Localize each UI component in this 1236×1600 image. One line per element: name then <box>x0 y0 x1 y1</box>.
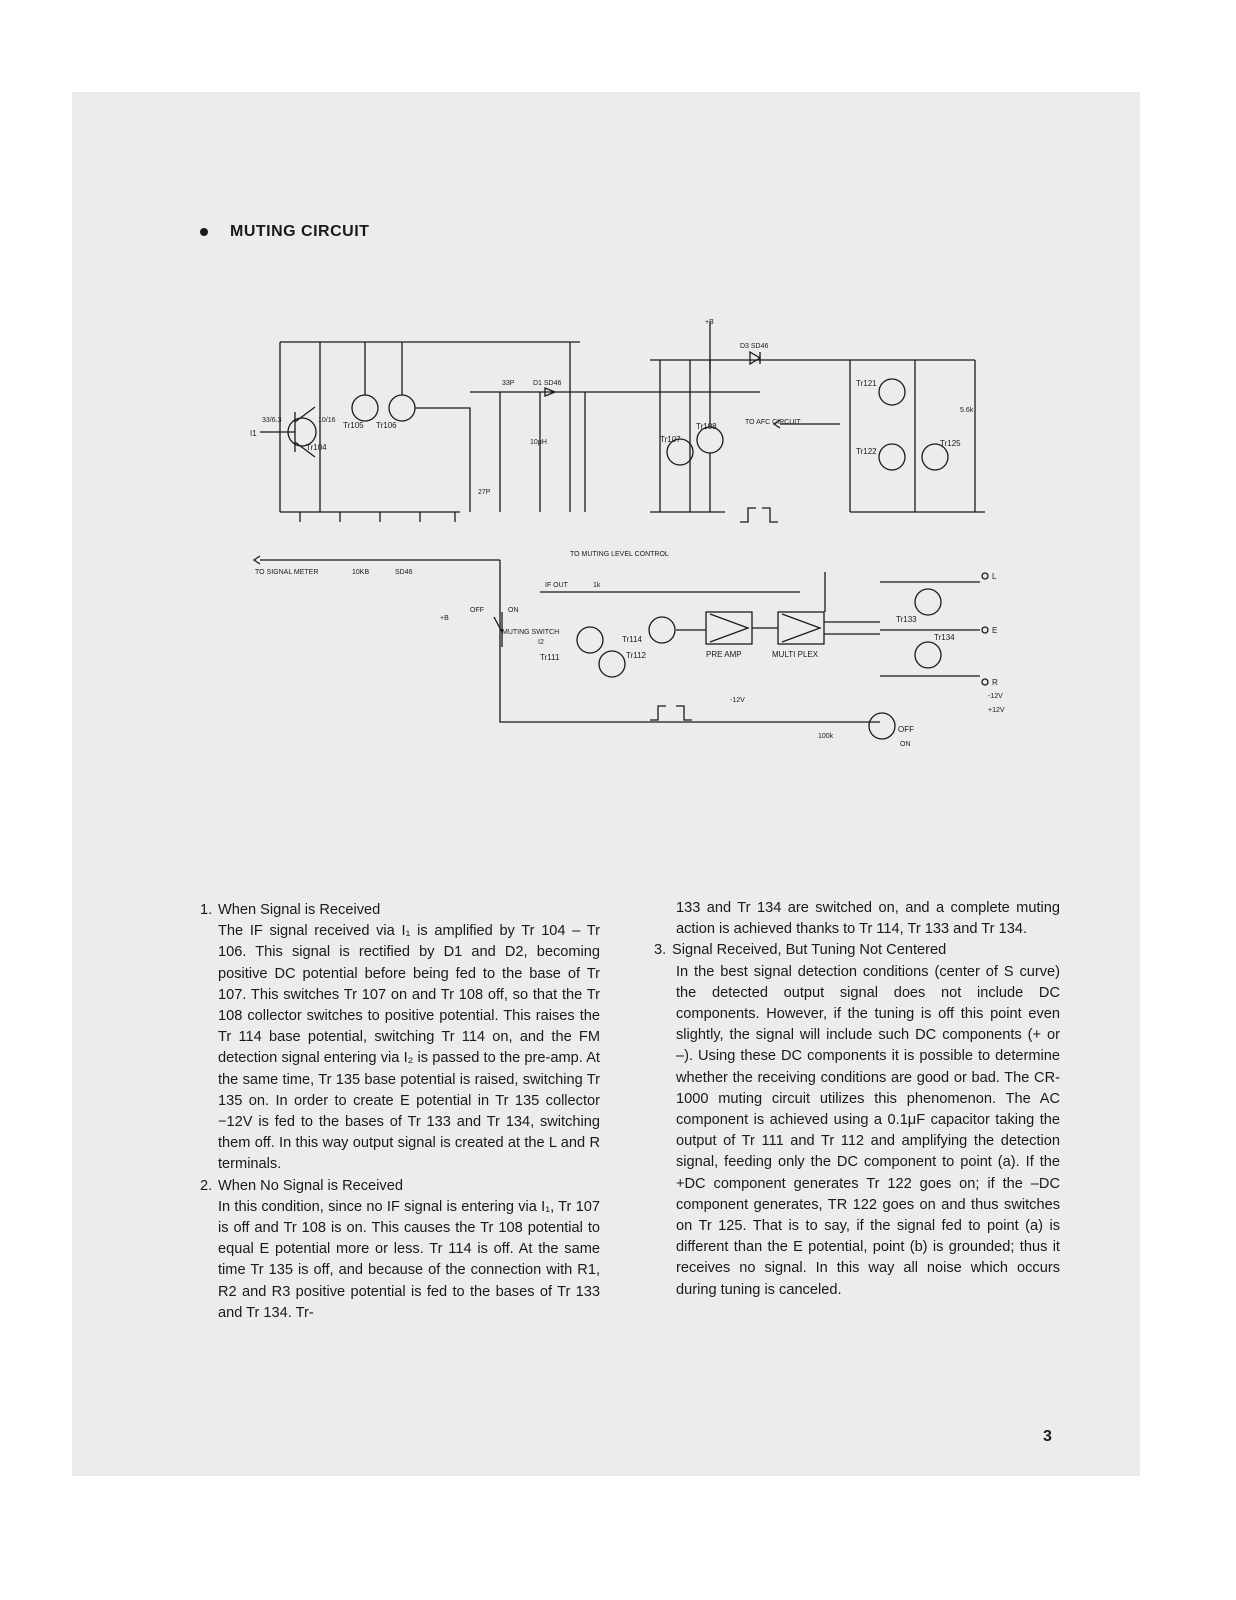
label-tr107: Tr107 <box>660 435 681 444</box>
tr121-circle <box>879 379 905 405</box>
label-tr112: Tr112 <box>626 651 647 660</box>
muting-circuit-schematic <box>240 312 1010 752</box>
item-1-body: The IF signal received via I₁ is amplified by Tr 104 – Tr 106. This signal is rectified by D1 and D2, becoming positive DC potential before being fed to the base of Tr 107. This switches Tr 107 on and Tr 108 off, so that the Tr 108 collector switches to positive potential. This raises the Tr 114 base potential, switching Tr 114 on, and the FM detection signal entering via I₂ is passed to the pre-amp. At the same time, Tr 135 base potential is raised, switching Tr 135 on. In order to create E potential in Tr 135 collector −12V is fed to the bases of Tr 133 and Tr 134, switching them off. In this way output signal is created at the L and R terminals. <box>218 923 600 1173</box>
tr114-circle <box>649 617 675 643</box>
muting-switch-icon[interactable] <box>494 612 502 647</box>
item-3-title: 3. Signal Received, But Tuning Not Centered <box>654 942 947 959</box>
label-to-signal-meter: TO SIGNAL METER <box>255 569 319 576</box>
item-2-body: In this condition, since no IF signal is entering via I₁, Tr 107 is off and Tr 108 is on. This causes the Tr 108 potential to equal E potential more or less. Tr 114 is off. At the same time Tr 135 is off, and because of the connection with R1, R2 and R3 positive potential is fed to the bases of Tr 133 and Tr 134. Tr- <box>218 1198 600 1321</box>
label-10uh: 10μH <box>530 439 547 446</box>
page-number: 3 <box>1043 1428 1052 1445</box>
label-r: R <box>992 678 998 687</box>
label-d1: D1 SD46 <box>533 380 562 387</box>
item-3-body: In the best signal detection conditions (center of S curve) the detected output signal does not include DC components. However, if the tuning is off this point even slightly, the signal will include such DC components (+ or –). Using these DC components it is possible to determine whether the receiving conditions are good or bad. The CR-1000 muting circuit utilizes this phenomenon. The AC component is achieved using a 0.1μF capacitor taking the output of Tr 111 and Tr 112 and amplifying the detection signal, feeding only the DC component to point (a). If the +DC component generates Tr 122 goes on; if the –DC component generates, TR 122 goes on and thus switches on Tr 125. That is to say, if the signal fed to point (a) is different than the E potential, point (b) is grounded; thus it receives no signal. In this way all noise which occurs during tuning is canceled. <box>676 963 1060 1298</box>
supply-rail <box>280 322 975 512</box>
bullet-icon <box>200 228 208 236</box>
diode-d3-icon <box>750 352 760 364</box>
tr122-circle <box>879 444 905 470</box>
label-tr134: Tr134 <box>934 633 955 642</box>
label-multiplex: MULTI PLEX <box>772 650 819 659</box>
output-wiring <box>676 582 980 676</box>
tr111-circle <box>577 627 603 653</box>
label-tr135-off: ON <box>900 741 911 748</box>
detector-wiring <box>470 388 760 512</box>
label-on: ON <box>508 607 519 614</box>
tr134-circle <box>915 642 941 668</box>
label-tr105: Tr105 <box>343 421 364 430</box>
label-to-muting-level: TO MUTING LEVEL CONTROL <box>570 551 669 558</box>
label-tr111: Tr111 <box>540 653 560 662</box>
label-minus-12v: -12V <box>730 697 745 704</box>
label-plus-b-top: +B <box>705 319 714 326</box>
continuation-text: 133 and Tr 134 are switched on, and a complete muting action is achieved thanks to Tr 114, Tr 133 and Tr 134. <box>676 900 1060 938</box>
label-muting-switch: MUTING SWITCH <box>502 629 560 636</box>
label-15p: 33P <box>502 380 515 387</box>
label-if-out: IF OUT <box>545 582 568 589</box>
tr135-circle <box>869 713 895 739</box>
label-off: OFF <box>470 607 484 614</box>
tr106-circle <box>389 395 415 421</box>
label-d3: D3 SD46 <box>740 343 769 350</box>
label-e: E <box>992 626 998 635</box>
label-terminal-plus-12v: +12V <box>988 707 1005 714</box>
item-2-title: 2. When No Signal is Received <box>200 1177 403 1194</box>
label-tr122: Tr122 <box>856 447 877 456</box>
label-sd46: SD46 <box>395 569 413 576</box>
label-i1: I1 <box>250 429 257 438</box>
if-stage-wiring <box>280 342 470 512</box>
waveform-pulse-icon <box>650 706 692 720</box>
label-10kb: 10KB <box>352 569 370 576</box>
label-100k: 100k <box>818 733 834 740</box>
terminal-e <box>982 627 988 633</box>
label-10-16: 5.6k <box>960 407 974 414</box>
label-1k: 1k <box>593 582 601 589</box>
label-tr104: Tr104 <box>306 443 327 452</box>
label-pre-amp: PRE AMP <box>706 650 742 659</box>
label-tr106: Tr106 <box>376 421 397 430</box>
meter-arrow-icon <box>254 556 500 564</box>
heading-text: MUTING CIRCUIT <box>230 223 370 240</box>
label-33p: 33/6.3 <box>262 417 282 424</box>
left-column <box>200 900 600 1324</box>
label-100p: 10/16 <box>318 417 336 424</box>
label-tr114: Tr114 <box>622 635 643 644</box>
label-tr121: Tr121 <box>856 379 877 388</box>
label-330p: 27P <box>478 489 491 496</box>
label-tr133: Tr133 <box>896 615 917 624</box>
terminal-l <box>982 573 988 579</box>
label-tr125: Tr125 <box>940 439 961 448</box>
ground-ties <box>300 512 455 522</box>
label-l: L <box>992 572 997 581</box>
section-heading <box>200 223 369 241</box>
label-plus-b: +B <box>440 615 449 622</box>
tr112-circle <box>599 651 625 677</box>
terminal-r <box>982 679 988 685</box>
item-1-title: 1. When Signal is Received <box>200 902 381 918</box>
tr105-circle <box>352 395 378 421</box>
label-tr108: Tr108 <box>696 422 717 431</box>
multiplex-block <box>778 612 824 644</box>
waveform-step-icon <box>740 508 778 522</box>
tr133-circle <box>915 589 941 615</box>
pre-amp-block <box>706 612 752 644</box>
right-column <box>654 898 1060 1301</box>
label-to-afc: TO AFC CIRCUIT <box>745 419 801 426</box>
label-tr135: OFF <box>898 725 914 734</box>
label-i2: I2 <box>538 639 544 646</box>
label-terminal-minus-12v: -12V <box>988 693 1003 700</box>
